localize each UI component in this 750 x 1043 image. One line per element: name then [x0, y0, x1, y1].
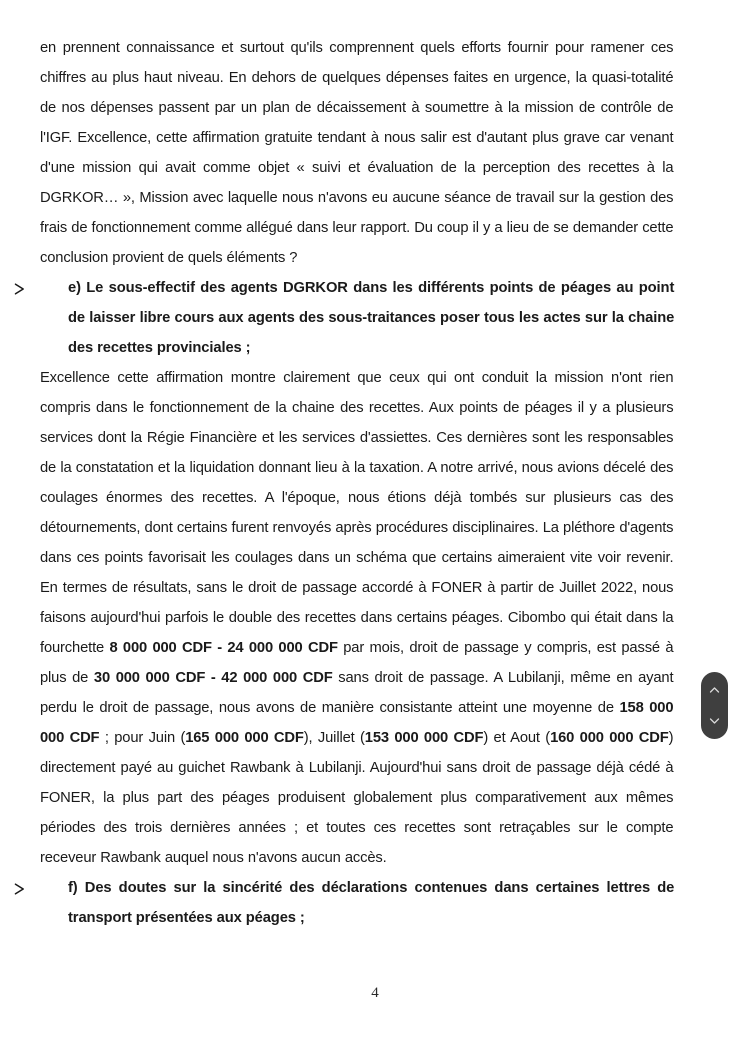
heading-item-e: [40, 273, 693, 363]
paragraph-e-body: Excellence cette affirmation montre clairement que ceux qui ont conduit la mission n'ont rien compris dans le fonctionnement de la chaine des recettes. Aux points de péages il y a plusieurs services dont la Régie Financière et les services d'assiettes. Ces dernières sont les responsables de la constatation et la liquidation donnant lieu à la taxation. A notre arrivé, nous avions décelé des coulages énormes des recettes. A l'époque, nous étions déjà tombés sur plusieurs cas des détournements, dont certains furent renvoyés après procédures disciplinaires. La pléthore d'agents dans ces points favorisait les coulages dans un schéma que certains aimeraient vite voir revenir. En termes de résultats, sans le droit de passage accordé à FONER à partir de Juillet 2022, nous faisons aujourd'hui parfois le double des recettes dans certains péages. Cibombo qui était dans la fourchette 8 000 000 CDF - 24 000 000 CDF par mois, droit de passage y compris, est passé à plus de 30 000 000 CDF - 42 000 000 CDF sans droit de passage. A Lubilanji, même en ayant perdu le droit de passage, nous avons de manière consistante atteint une moyenne de 158 000 000 CDF ; pour Juin (165 000 000 CDF), Juillet (153 000 000 CDF) et Aout (160 000 000 CDF) directement payé au guichet Rawbank à Lubilanji. Aujourd'hui sans droit de passage déjà cédé à FONER, la plus part des péages produisent globalement plus comparativement aux mêmes périodes des trois dernières années ; et toutes ces recettes sont retraçables sur le compte receveur Rawbank auquel nous n'avons aucun accès.: [40, 369, 674, 866]
amount-value: 160 000 000 CDF: [550, 729, 669, 746]
chevron-down-icon[interactable]: [708, 714, 721, 727]
arrow-bullet-icon: [14, 273, 34, 295]
amount-value: 8 000 000 CDF - 24 000 000 CDF: [109, 639, 338, 656]
page-number: 4: [371, 985, 379, 1001]
amount-value: 30 000 000 CDF - 42 000 000 CDF: [93, 669, 333, 686]
chevron-up-icon[interactable]: [708, 684, 721, 697]
amount-value: 165 000 000 CDF: [185, 729, 304, 746]
paragraph-continuation: en prennent connaissance et surtout qu'ils comprennent quels efforts fournir pour ramener ces chiffres au plus haut niveau. En dehors de quelques dépenses faites en urgence, la quasi-totalité de nos dépenses passent par un plan de décaissement à soumettre à la mission de contrôle de l'IGF. Excellence, cette affirmation gratuite tendant à nous salir est d'autant plus grave car venant d'une mission qui avait comme objet « suivi et évaluation de la perception des recettes à la DGRKOR… », Mission avec laquelle nous n'avons eu aucune séance de travail sur la gestion des frais de fonctionnement comme allégué dans leur rapport. Du coup il y a lieu de se demander cette conclusion provient de quels éléments ?: [40, 39, 674, 266]
amount-value: 153 000 000 CDF: [364, 729, 484, 746]
amount-value: 158 000 000 CDF: [40, 699, 674, 746]
document-body: [40, 33, 693, 933]
heading-e-text: e) Le sous-effectif des agents DGRKOR dans les différents points de péages au point de laisser libre cours aux agents des sous-traitances poser tous les actes sur la chaine des recettes provinciales ;: [68, 279, 675, 356]
scroll-control[interactable]: [701, 672, 728, 739]
arrow-bullet-icon: [14, 873, 34, 895]
heading-item-f: [40, 873, 693, 933]
heading-f-text: f) Des doutes sur la sincérité des déclarations contenues dans certaines lettres de transport présentées aux péages ;: [68, 879, 675, 926]
